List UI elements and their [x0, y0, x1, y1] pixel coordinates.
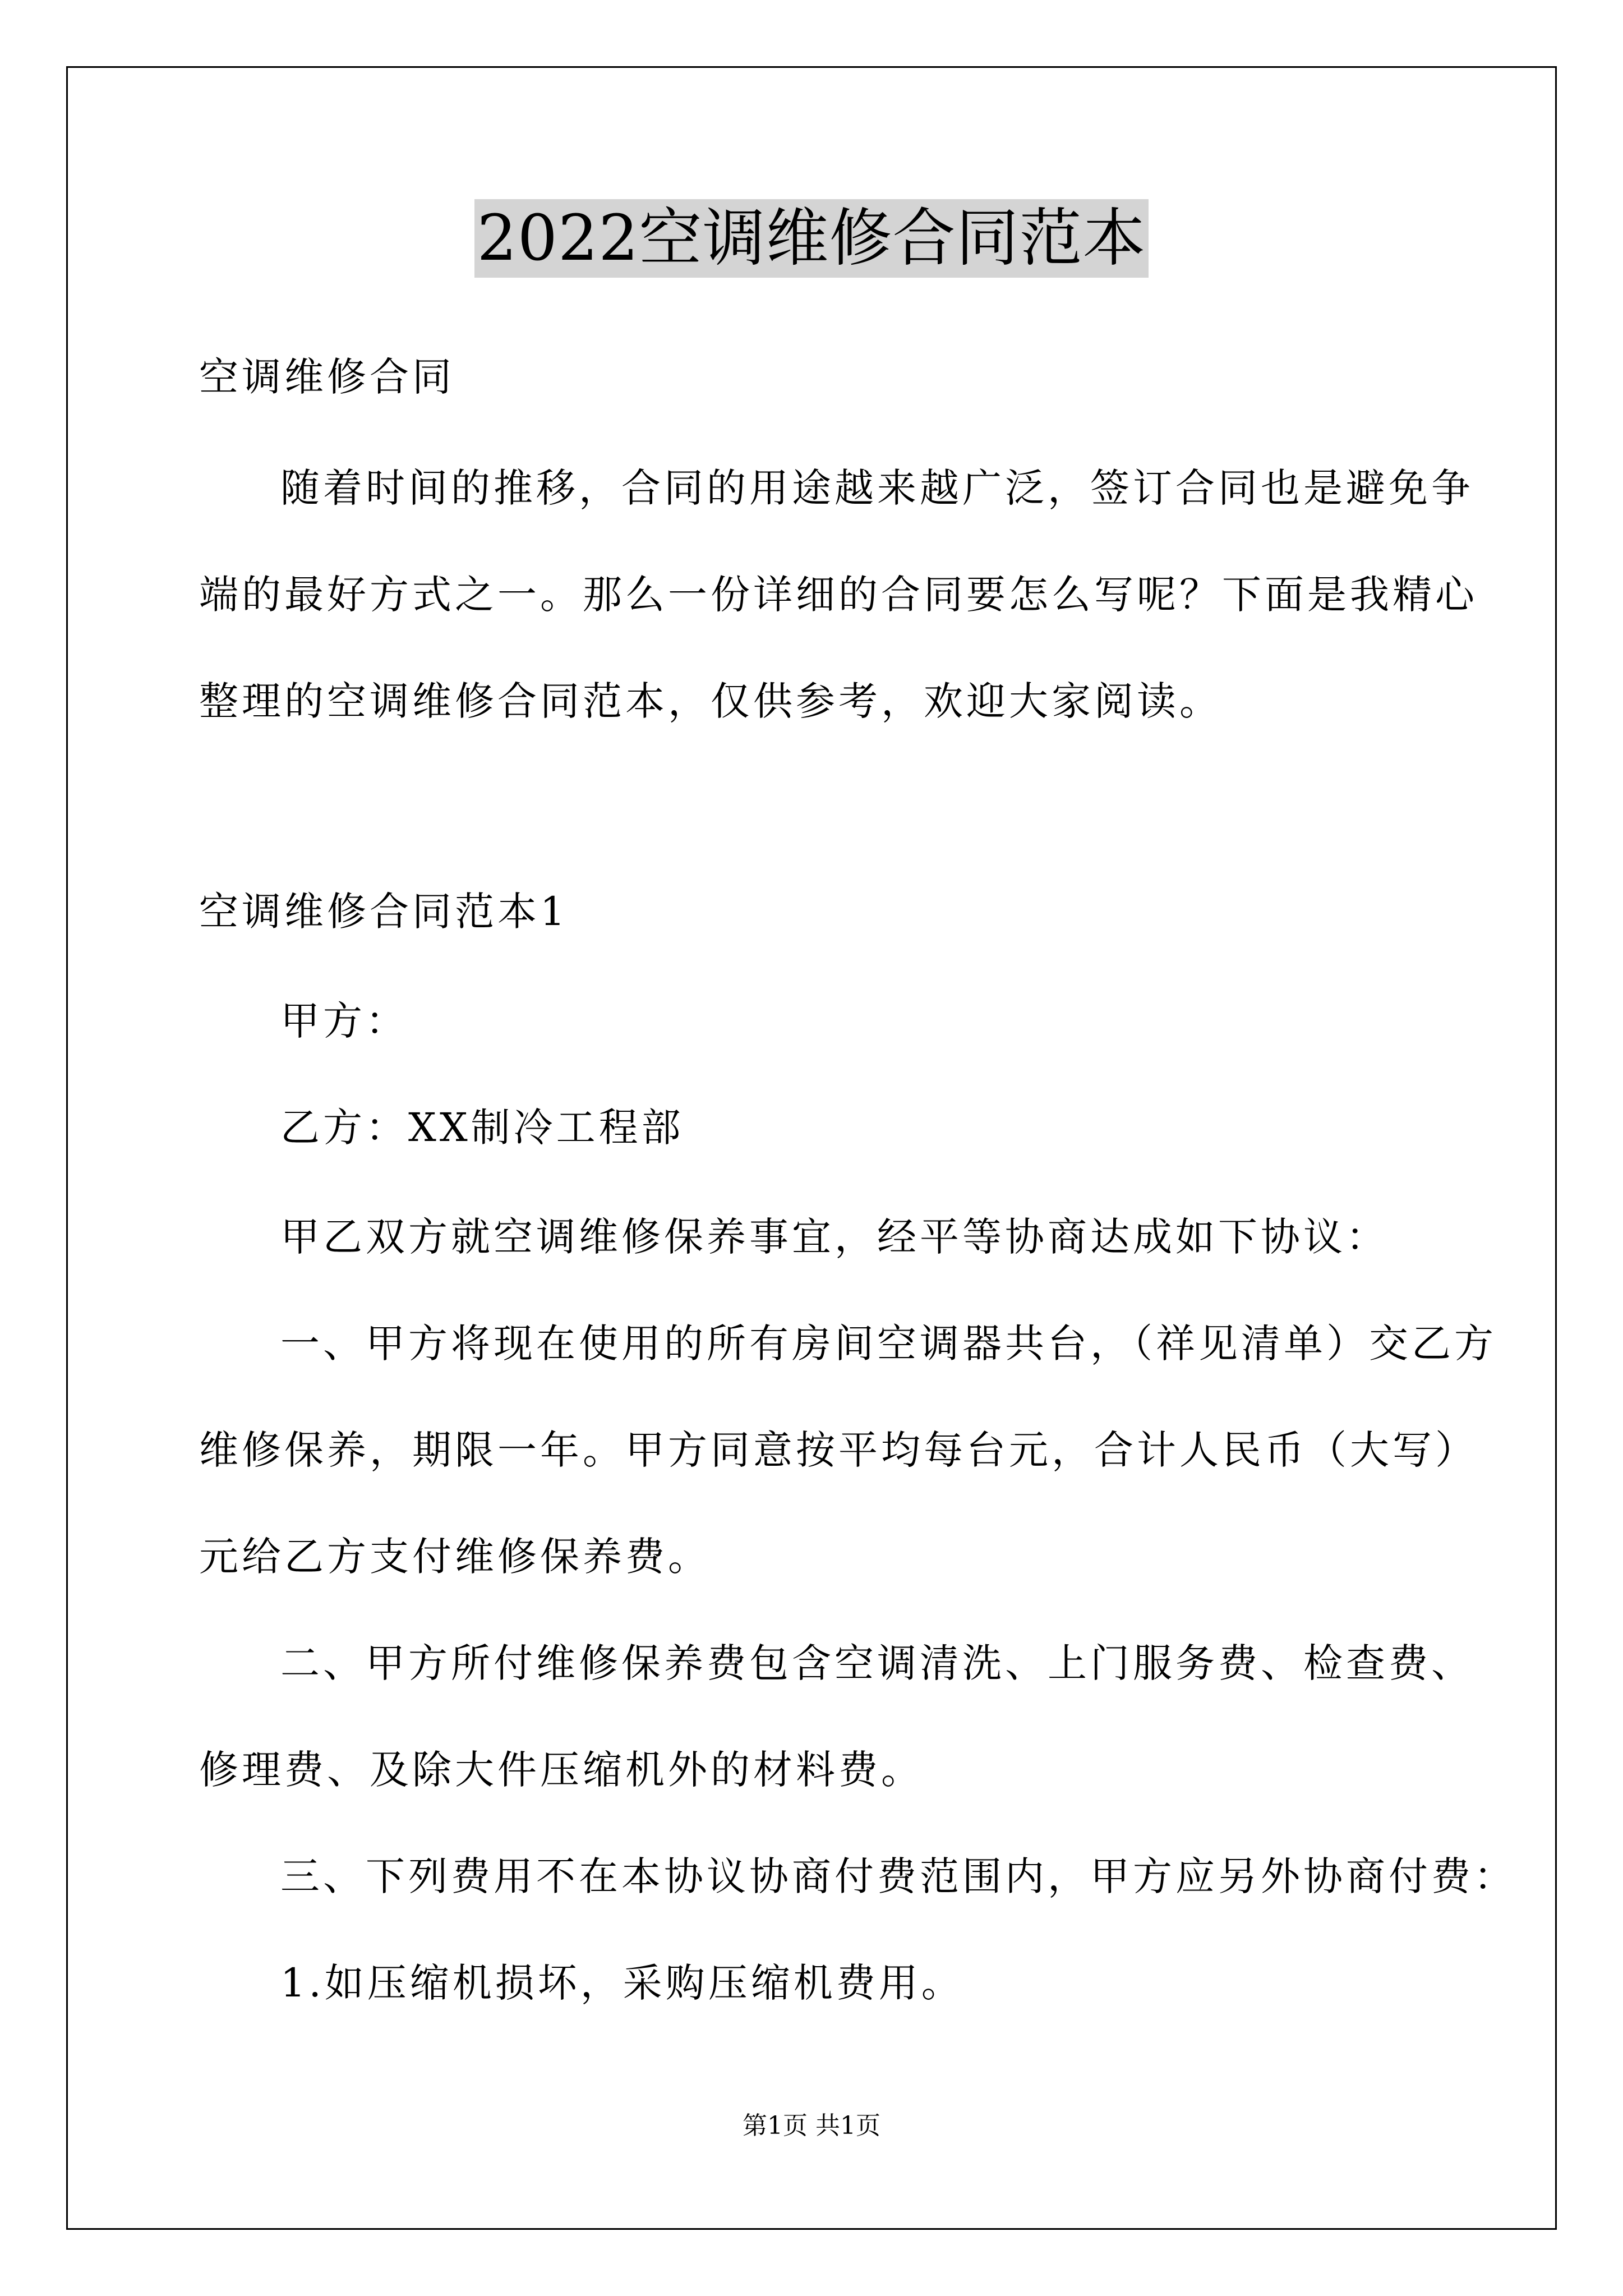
- page-footer: 第1页 共1页: [743, 2111, 880, 2140]
- section-heading-contract: 空调维修合同: [199, 354, 455, 400]
- party-b-line: 乙方：XX制冷工程部: [280, 1105, 684, 1151]
- paragraph-line: 整理的空调维修合同范本，仅供参考，欢迎大家阅读。: [199, 678, 1222, 724]
- clause-line: 三、下列费用不在本协议协商付费范围内，甲方应另外协商付费：: [280, 1853, 1516, 1899]
- clause-line: 维修保养，期限一年。甲方同意按平均每台元，合计人民币（大写）: [199, 1427, 1478, 1473]
- title-wrap: [0, 199, 1623, 278]
- clause-line: 二、甲方所付维修保养费包含空调清洗、上门服务费、检查费、: [280, 1640, 1474, 1686]
- clause-line: 1.如压缩机损坏，采购压缩机费用。: [280, 1960, 964, 2006]
- party-a-line: 甲方：: [280, 998, 408, 1044]
- paragraph-line: 甲乙双方就空调维修保养事宜，经平等协商达成如下协议：: [280, 1214, 1389, 1260]
- clause-line: 修理费、及除大件压缩机外的材料费。: [199, 1747, 924, 1793]
- clause-line: 元给乙方支付维修保养费。: [199, 1534, 711, 1580]
- section-heading-template-1: 空调维修合同范本1: [199, 889, 569, 935]
- paragraph-line: 随着时间的推移，合同的用途越来越广泛，签订合同也是避免争: [280, 465, 1474, 511]
- document-title: 2022空调维修合同范本: [474, 199, 1148, 278]
- clause-line: 一、甲方将现在使用的所有房间空调器共台，（祥见清单）交乙方: [280, 1320, 1497, 1366]
- paragraph-line: 端的最好方式之一。那么一份详细的合同要怎么写呢？下面是我精心: [199, 572, 1478, 618]
